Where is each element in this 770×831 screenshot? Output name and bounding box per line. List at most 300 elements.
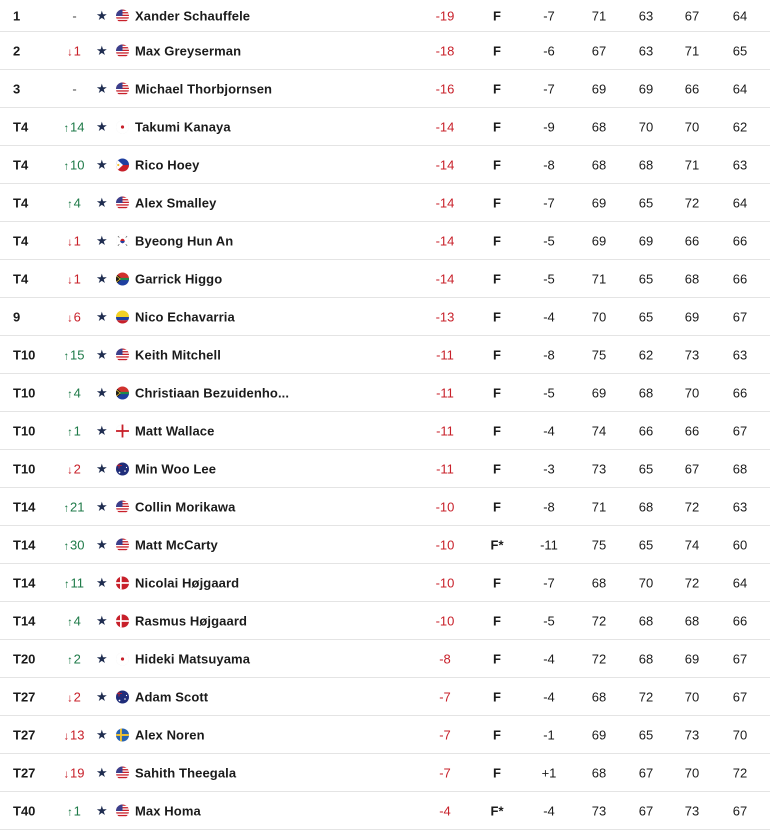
flag-usa-icon	[116, 348, 129, 361]
total-to-par: -14	[435, 233, 455, 248]
position: 9	[13, 309, 21, 324]
movement-value: 13	[70, 727, 85, 742]
player-name[interactable]: Rico Hoey	[135, 157, 200, 172]
position: T14	[13, 537, 36, 552]
movement-value: 2	[73, 689, 81, 704]
position-movement	[58, 309, 90, 324]
today-score: -3	[543, 461, 555, 476]
thru: F	[493, 119, 501, 134]
position-movement	[58, 765, 90, 780]
round-1-score: 73	[591, 803, 607, 818]
today-score: -4	[543, 689, 555, 704]
round-1-score: 72	[591, 651, 607, 666]
round-4-score: 64	[732, 195, 748, 210]
round-3-score: 68	[684, 613, 700, 628]
arrow-up-icon: ↑	[67, 616, 73, 628]
round-3-score: 69	[684, 651, 700, 666]
movement-value: -	[72, 8, 77, 23]
star-icon[interactable]: ★	[96, 7, 108, 23]
total-to-par: -10	[435, 499, 455, 514]
round-1-score: 68	[591, 157, 607, 172]
round-2-score: 65	[638, 271, 654, 286]
player-name[interactable]: Hideki Matsuyama	[135, 651, 251, 666]
round-1-score: 71	[591, 8, 607, 23]
player-name[interactable]: Sahith Theegala	[135, 765, 237, 780]
flag-usa-icon	[116, 538, 129, 551]
total-to-par: -11	[436, 423, 454, 438]
round-4-score: 66	[732, 385, 748, 400]
round-2-score: 67	[638, 803, 654, 818]
flag-usa-icon	[116, 9, 129, 22]
total-to-par: -14	[435, 195, 455, 210]
star-icon[interactable]: ★	[96, 232, 108, 248]
thru: F	[493, 347, 501, 362]
star-icon[interactable]: ★	[96, 650, 108, 666]
star-icon[interactable]: ★	[96, 270, 108, 286]
total-to-par: -14	[435, 271, 455, 286]
position-movement	[58, 119, 90, 134]
star-icon[interactable]: ★	[96, 498, 108, 514]
position-movement	[58, 613, 90, 628]
today-score: -11	[540, 537, 558, 552]
star-icon[interactable]: ★	[96, 574, 108, 590]
position-movement	[58, 43, 90, 58]
position: T10	[13, 461, 36, 476]
thru: F	[493, 157, 501, 172]
position: T4	[13, 157, 29, 172]
thru: F	[493, 499, 501, 514]
player-name[interactable]: Max Homa	[135, 803, 201, 818]
total-to-par: -19	[435, 8, 455, 23]
round-4-score: 64	[732, 81, 748, 96]
thru: F*	[490, 803, 504, 818]
today-score: -5	[543, 233, 555, 248]
position: T4	[13, 195, 29, 210]
round-2-score: 65	[638, 309, 654, 324]
flag-denmark-icon	[116, 614, 129, 627]
round-1-score: 69	[591, 385, 607, 400]
star-icon[interactable]: ★	[96, 384, 108, 400]
flag-usa-icon	[116, 500, 129, 513]
leaderboard-row[interactable]	[0, 298, 770, 336]
thru: F	[493, 613, 501, 628]
round-2-score: 69	[638, 233, 654, 248]
round-2-score: 63	[638, 43, 654, 58]
leaderboard-row[interactable]	[0, 184, 770, 222]
player-name[interactable]: Michael Thorbjornsen	[135, 81, 273, 96]
star-icon[interactable]: ★	[96, 460, 108, 476]
round-1-score: 69	[591, 81, 607, 96]
round-2-score: 63	[638, 8, 654, 23]
player-name[interactable]: Takumi Kanaya	[135, 119, 231, 134]
position-movement	[58, 385, 90, 400]
flag-korea-icon	[116, 234, 129, 247]
player-name[interactable]: Matt Wallace	[135, 423, 215, 438]
round-3-score: 70	[684, 689, 700, 704]
star-icon[interactable]: ★	[96, 802, 108, 818]
today-score: -5	[543, 385, 555, 400]
round-1-score: 67	[591, 43, 607, 58]
arrow-up-icon: ↑	[63, 160, 70, 172]
position: T4	[13, 119, 29, 134]
star-icon[interactable]: ★	[96, 726, 108, 742]
arrow-down-icon: ↓	[63, 730, 70, 742]
round-4-score: 70	[732, 727, 748, 742]
round-1-score: 71	[591, 499, 607, 514]
arrow-down-icon: ↓	[67, 46, 73, 58]
flag-philippines-icon	[116, 158, 129, 171]
round-4-score: 67	[732, 803, 748, 818]
leaderboard-row[interactable]	[0, 108, 770, 146]
arrow-down-icon: ↓	[67, 464, 73, 476]
total-to-par: -14	[435, 119, 455, 134]
total-to-par: -8	[439, 651, 451, 666]
star-icon[interactable]: ★	[96, 346, 108, 362]
flag-australia-icon	[116, 462, 129, 475]
arrow-up-icon: ↑	[67, 388, 73, 400]
round-3-score: 73	[684, 803, 700, 818]
thru: F	[493, 575, 501, 590]
position-movement	[58, 727, 90, 742]
round-2-score: 65	[638, 537, 654, 552]
round-4-score: 67	[732, 309, 748, 324]
round-2-score: 65	[638, 195, 654, 210]
round-3-score: 70	[684, 119, 700, 134]
round-2-score: 68	[638, 385, 654, 400]
flag-usa-icon	[116, 804, 129, 817]
round-4-score: 64	[732, 8, 748, 23]
thru: F	[493, 8, 501, 23]
star-icon[interactable]: ★	[96, 688, 108, 704]
round-2-score: 68	[638, 499, 654, 514]
position-movement	[58, 233, 90, 248]
round-2-score: 67	[638, 765, 654, 780]
round-3-score: 72	[684, 195, 700, 210]
leaderboard-row[interactable]	[0, 412, 770, 450]
arrow-down-icon: ↓	[67, 274, 73, 286]
today-score: -7	[543, 81, 555, 96]
round-4-score: 66	[732, 271, 748, 286]
player-name[interactable]: Nico Echavarria	[135, 309, 235, 324]
round-4-score: 67	[732, 651, 748, 666]
player-name[interactable]: Garrick Higgo	[135, 271, 223, 286]
round-3-score: 66	[684, 423, 700, 438]
player-name[interactable]: Nicolai Højgaard	[135, 575, 240, 590]
star-icon[interactable]: ★	[96, 156, 108, 172]
position: T40	[13, 803, 36, 818]
flag-japan-icon	[116, 120, 129, 133]
round-3-score: 73	[684, 347, 700, 362]
round-4-score: 67	[732, 423, 748, 438]
round-1-score: 69	[591, 727, 607, 742]
thru: F	[493, 689, 501, 704]
total-to-par: -4	[439, 803, 451, 818]
movement-value: 21	[70, 499, 85, 514]
today-score: -1	[543, 727, 555, 742]
movement-value: 2	[73, 461, 81, 476]
movement-value: 2	[73, 651, 81, 666]
leaderboard-row[interactable]	[0, 716, 770, 754]
movement-value: 4	[73, 613, 81, 628]
leaderboard-row[interactable]	[0, 564, 770, 602]
player-name[interactable]: Adam Scott	[135, 689, 209, 704]
total-to-par: -7	[439, 727, 451, 742]
arrow-up-icon: ↑	[63, 540, 70, 552]
round-2-score: 72	[638, 689, 654, 704]
total-to-par: -7	[439, 765, 451, 780]
leaderboard-row[interactable]	[0, 70, 770, 108]
flag-usa-icon	[116, 44, 129, 57]
today-score: -8	[543, 347, 555, 362]
round-3-score: 67	[684, 8, 700, 23]
flag-australia-icon	[116, 690, 129, 703]
total-to-par: -18	[435, 43, 455, 58]
round-1-score: 75	[591, 537, 607, 552]
position-movement	[58, 271, 90, 286]
movement-value: 6	[73, 309, 81, 324]
arrow-up-icon: ↑	[63, 350, 70, 362]
arrow-up-icon: ↑	[64, 578, 70, 590]
today-score: -7	[543, 195, 555, 210]
leaderboard-row[interactable]	[0, 32, 770, 70]
round-2-score: 66	[638, 423, 654, 438]
player-name[interactable]: Xander Schauffele	[135, 8, 251, 23]
round-1-score: 68	[591, 119, 607, 134]
round-1-score: 74	[591, 423, 607, 438]
position-movement	[58, 461, 90, 476]
player-name[interactable]: Collin Morikawa	[135, 499, 236, 514]
total-to-par: -13	[435, 309, 455, 324]
round-4-score: 72	[732, 765, 748, 780]
movement-value: 10	[70, 157, 85, 172]
star-icon[interactable]: ★	[96, 536, 108, 552]
round-3-score: 73	[684, 727, 700, 742]
position: T14	[13, 613, 36, 628]
round-1-score: 71	[591, 271, 607, 286]
arrow-up-icon: ↑	[67, 426, 73, 438]
player-name[interactable]: Alex Smalley	[135, 195, 217, 210]
leaderboard-row[interactable]	[0, 374, 770, 412]
flag-japan-icon	[116, 652, 129, 665]
arrow-down-icon: ↓	[67, 312, 73, 324]
thru: F	[493, 423, 501, 438]
position: T20	[13, 651, 36, 666]
round-1-score: 68	[591, 689, 607, 704]
round-1-score: 69	[591, 233, 607, 248]
total-to-par: -10	[435, 575, 455, 590]
round-2-score: 65	[638, 461, 654, 476]
round-3-score: 71	[684, 43, 700, 58]
position-movement	[58, 537, 90, 552]
round-3-score: 66	[684, 81, 700, 96]
total-to-par: -16	[435, 81, 455, 96]
player-name[interactable]: Rasmus Højgaard	[135, 613, 248, 628]
round-2-score: 68	[638, 613, 654, 628]
round-4-score: 60	[732, 537, 748, 552]
round-1-score: 72	[591, 613, 607, 628]
star-icon[interactable]: ★	[96, 612, 108, 628]
round-3-score: 70	[684, 765, 700, 780]
leaderboard-row[interactable]	[0, 146, 770, 184]
position: 1	[13, 8, 21, 23]
position: T14	[13, 499, 36, 514]
flag-colombia-icon	[116, 310, 129, 323]
today-score: -4	[543, 803, 555, 818]
round-3-score: 71	[684, 157, 700, 172]
position-movement	[58, 347, 90, 362]
thru: F	[493, 385, 501, 400]
leaderboard-row[interactable]	[0, 0, 770, 32]
total-to-par: -11	[436, 461, 454, 476]
position-movement	[58, 8, 90, 23]
position: T14	[13, 575, 36, 590]
arrow-up-icon: ↑	[67, 654, 73, 666]
position: T10	[13, 347, 36, 362]
player-name[interactable]: Alex Noren	[135, 727, 205, 742]
player-name[interactable]: Max Greyserman	[135, 43, 242, 58]
today-score: -8	[543, 157, 555, 172]
arrow-up-icon: ↑	[67, 806, 73, 818]
round-2-score: 70	[638, 575, 654, 590]
today-score: +1	[541, 765, 557, 780]
arrow-down-icon: ↓	[63, 768, 70, 780]
round-3-score: 68	[684, 271, 700, 286]
star-icon[interactable]: ★	[96, 764, 108, 780]
round-2-score: 69	[638, 81, 654, 96]
round-4-score: 63	[732, 157, 748, 172]
total-to-par: -7	[439, 689, 451, 704]
movement-value: 1	[73, 803, 81, 818]
leaderboard-row[interactable]	[0, 526, 770, 564]
movement-value: 4	[73, 385, 81, 400]
movement-value: 1	[73, 271, 81, 286]
movement-value: 30	[70, 537, 85, 552]
today-score: -4	[543, 423, 555, 438]
star-icon[interactable]: ★	[96, 42, 108, 58]
thru: F	[493, 727, 501, 742]
leaderboard-row[interactable]	[0, 602, 770, 640]
total-to-par: -10	[435, 613, 455, 628]
position-movement	[58, 575, 90, 590]
flag-sweden-icon	[116, 728, 129, 741]
star-icon[interactable]: ★	[96, 308, 108, 324]
movement-value: 15	[70, 347, 85, 362]
round-4-score: 64	[732, 575, 748, 590]
leaderboard-row[interactable]	[0, 678, 770, 716]
round-3-score: 72	[684, 499, 700, 514]
today-score: -5	[543, 613, 555, 628]
total-to-par: -14	[435, 157, 455, 172]
position-movement	[58, 157, 90, 172]
position: 3	[13, 81, 21, 96]
arrow-down-icon: ↓	[67, 236, 73, 248]
total-to-par: -11	[436, 347, 454, 362]
round-4-score: 67	[732, 689, 748, 704]
round-1-score: 75	[591, 347, 607, 362]
leaderboard-row[interactable]	[0, 792, 770, 830]
round-2-score: 68	[638, 157, 654, 172]
round-3-score: 72	[684, 575, 700, 590]
total-to-par: -11	[436, 385, 454, 400]
position: T10	[13, 385, 36, 400]
round-1-score: 68	[591, 575, 607, 590]
round-3-score: 66	[684, 233, 700, 248]
round-1-score: 69	[591, 195, 607, 210]
leaderboard-row[interactable]	[0, 450, 770, 488]
position: T4	[13, 271, 29, 286]
arrow-up-icon: ↑	[63, 502, 70, 514]
movement-value: 1	[73, 423, 81, 438]
star-icon[interactable]: ★	[96, 194, 108, 210]
round-4-score: 62	[732, 119, 748, 134]
star-icon[interactable]: ★	[96, 422, 108, 438]
movement-value: 19	[70, 765, 85, 780]
round-3-score: 69	[684, 309, 700, 324]
star-icon[interactable]: ★	[96, 118, 108, 134]
round-1-score: 68	[591, 765, 607, 780]
position: 2	[13, 43, 21, 58]
movement-value: 1	[73, 43, 81, 58]
flag-england-icon	[116, 424, 129, 437]
round-2-score: 65	[638, 727, 654, 742]
player-name[interactable]: Matt McCarty	[135, 537, 218, 552]
leaderboard-row[interactable]	[0, 260, 770, 298]
today-score: -8	[543, 499, 555, 514]
player-name[interactable]: Byeong Hun An	[135, 233, 234, 248]
round-2-score: 70	[638, 119, 654, 134]
player-name[interactable]: Min Woo Lee	[135, 461, 217, 476]
leaderboard-row[interactable]	[0, 222, 770, 260]
thru: F	[493, 651, 501, 666]
today-score: -4	[543, 309, 555, 324]
round-3-score: 74	[684, 537, 700, 552]
thru: F	[493, 765, 501, 780]
position: T10	[13, 423, 36, 438]
thru: F	[493, 81, 501, 96]
player-name[interactable]: Keith Mitchell	[135, 347, 221, 362]
movement-value: -	[72, 81, 77, 96]
flag-south-africa-icon	[116, 386, 129, 399]
position-movement	[58, 423, 90, 438]
movement-value: 11	[70, 575, 84, 590]
today-score: -9	[543, 119, 555, 134]
round-4-score: 63	[732, 499, 748, 514]
round-4-score: 66	[732, 613, 748, 628]
star-icon[interactable]: ★	[96, 80, 108, 96]
position: T27	[13, 689, 36, 704]
leaderboard-row[interactable]	[0, 488, 770, 526]
thru: F	[493, 461, 501, 476]
today-score: -7	[543, 8, 555, 23]
player-name[interactable]: Christiaan Bezuidenho...	[135, 385, 290, 400]
leaderboard-row[interactable]	[0, 640, 770, 678]
round-4-score: 68	[732, 461, 748, 476]
leaderboard-row[interactable]	[0, 754, 770, 792]
movement-value: 4	[73, 195, 81, 210]
position-movement	[58, 81, 90, 96]
thru: F	[493, 271, 501, 286]
round-4-score: 66	[732, 233, 748, 248]
round-3-score: 67	[684, 461, 700, 476]
thru: F	[493, 195, 501, 210]
leaderboard-row[interactable]	[0, 336, 770, 374]
today-score: -4	[543, 651, 555, 666]
today-score: -6	[543, 43, 555, 58]
flag-usa-icon	[116, 196, 129, 209]
today-score: -7	[543, 575, 555, 590]
position-movement	[58, 195, 90, 210]
flag-usa-icon	[116, 766, 129, 779]
